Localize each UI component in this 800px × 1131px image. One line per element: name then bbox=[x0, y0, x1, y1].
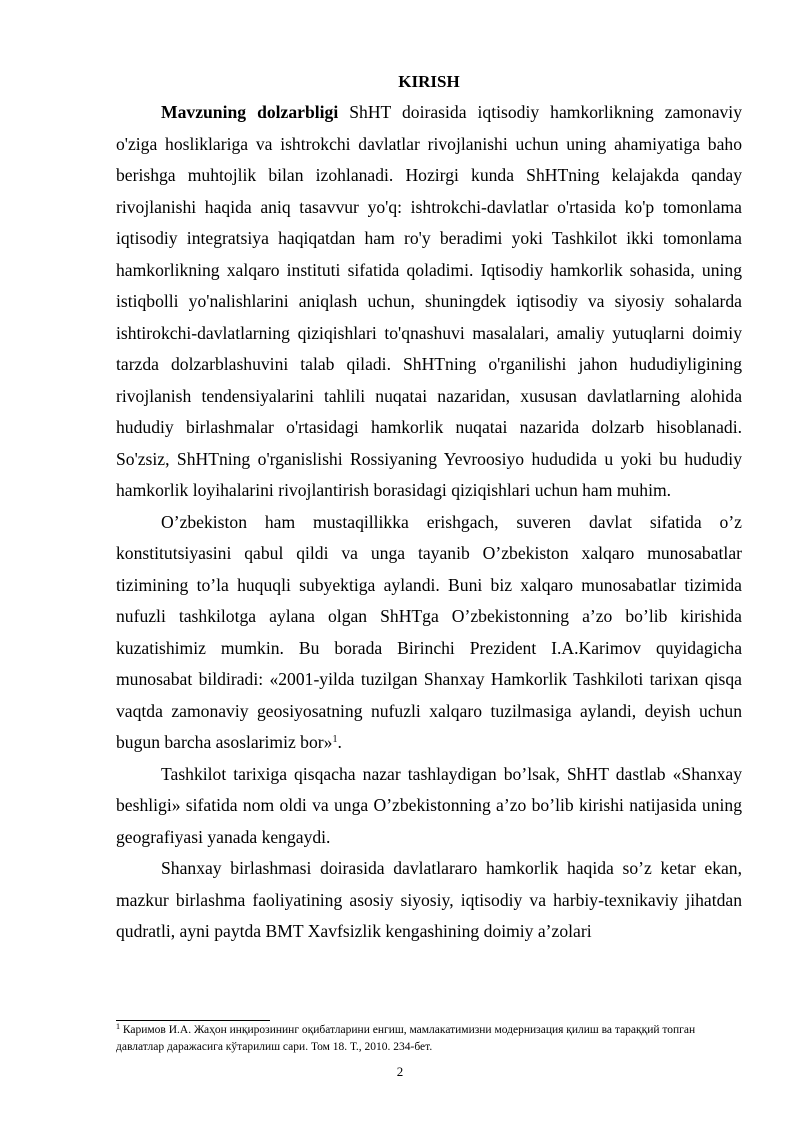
paragraph-text: Tashkilot tarixiga qisqacha nazar tashlaydigan bo’lsak, ShHT dastlab «Shanxay beshligi» sifatida nom oldi va unga O’zbekistonning a’zo bo’lib kirishi natijasida uning geografiyasi yanada kengaydi. bbox=[116, 763, 742, 847]
footnote-reference[interactable]: 1 bbox=[332, 734, 338, 745]
footnote-number: 1 bbox=[116, 1022, 120, 1031]
footnote-separator bbox=[116, 1020, 270, 1021]
footnote-text: Каримов И.А. Жаҳон инқирозининг оқибатларини енгиш, мамлакатимизни модернизация қилиш ва тараққий топган давлатлар даражасига кўтарилиш сари. Том 18. Т., 2010. 234-бет. bbox=[116, 1024, 696, 1053]
page-title: KIRISH bbox=[398, 72, 460, 91]
paragraph-relevance bbox=[116, 97, 742, 507]
paragraph-lead: Mavzuning dolzarbligi bbox=[161, 102, 339, 122]
paragraph-text-end: . bbox=[337, 732, 342, 752]
paragraph-history bbox=[116, 759, 742, 854]
paragraph-text: O’zbekiston ham mustaqillikka erishgach, suveren davlat sifatida o’z konstitutsiyasini qabul qildi va unga tayanib O’zbekiston xalqaro munosabatlar tizimining to’la huquqli subyektiga aylandi. Buni biz xalqaro munosabatlar tizimida nufuzli tashkilotga aylana olgan ShHTga O’zbekistonning a’zo bo’lib kirishida kuzatishimiz mumkin. Bu borada Birinchi Prezident I.A.Karimov quyidagicha munosabat bildiradi: «2001-yilda tuzilgan Shanxay Hamkorlik Tashkiloti tarixan qisqa vaqtda zamonaviy geosiyosatning nufuzli xalqaro tuzilmasiga aylandi, deyish uchun bugun barcha asoslarimiz bor» bbox=[116, 511, 742, 752]
page-body bbox=[116, 72, 742, 948]
paragraph-cooperation bbox=[116, 853, 742, 948]
paragraph-text: Shanxay birlashmasi doirasida davlatlararo hamkorlik haqida so’z ketar ekan, mazkur birlashma faoliyatining asosiy siyosiy, iqtisodiy va harbiy-texnikaviy jihatdan qudratli, ayni paytda BMT Xavfsizlik kengashining doimiy a’zolari bbox=[116, 858, 742, 941]
paragraph-text: ShHT doirasida iqtisodiy hamkorlikning zamonaviy o'ziga hosliklariga va ishtrokchi davlatlar rivojlanishi uchun uning ahamiyatiga baho berishga muhtojlik bilan izohlanadi. Hozirgi kunda ShHTning kelajakda qanday rivojlanishi haqida aniq tasavvur yo'q: ishtrokchi-davlatlar o'rtasida ko'p tomonlama iqtisodiy integratsiya haqiqatdan ham ro'y beradimi yoki Tashkilot ikki tomonlama hamkorlikning xalqaro instituti sifatida qoladimi. Iqtisodiy hamkorlik sohasida, uning istiqbolli yo'nalishlarini aniqlash uchun, shuningdek iqtisodiy va siyosiy sohalarda ishtirokchi-davlatlarning qiziqishlari to'qnashuvi masalalari, amaliy yutuqlarni doimiy tarzda dolzarblashuvini talab qiladi. ShHTning o'rganilishi jahon hududiyligining rivojlanish tendensiyalarini tahlili nuqatai nazaridan, xususan davlatlarning alohida hududiy birlashmalar o'rtasidagi hamkorlik nuqatai nazarida dolzarb hisoblanadi. So'zsiz, ShHTning o'rganislishi Rossiyaning Yevroosiyo hududida u yoki bu hududiy hamkorlik loyihalarini rivojlantirish borasidagi qiziqishlari uchun ham muhim. bbox=[116, 102, 742, 500]
footnote bbox=[116, 1022, 742, 1056]
page-number: 2 bbox=[396, 1064, 404, 1079]
paragraph-uzbekistan bbox=[116, 507, 742, 759]
